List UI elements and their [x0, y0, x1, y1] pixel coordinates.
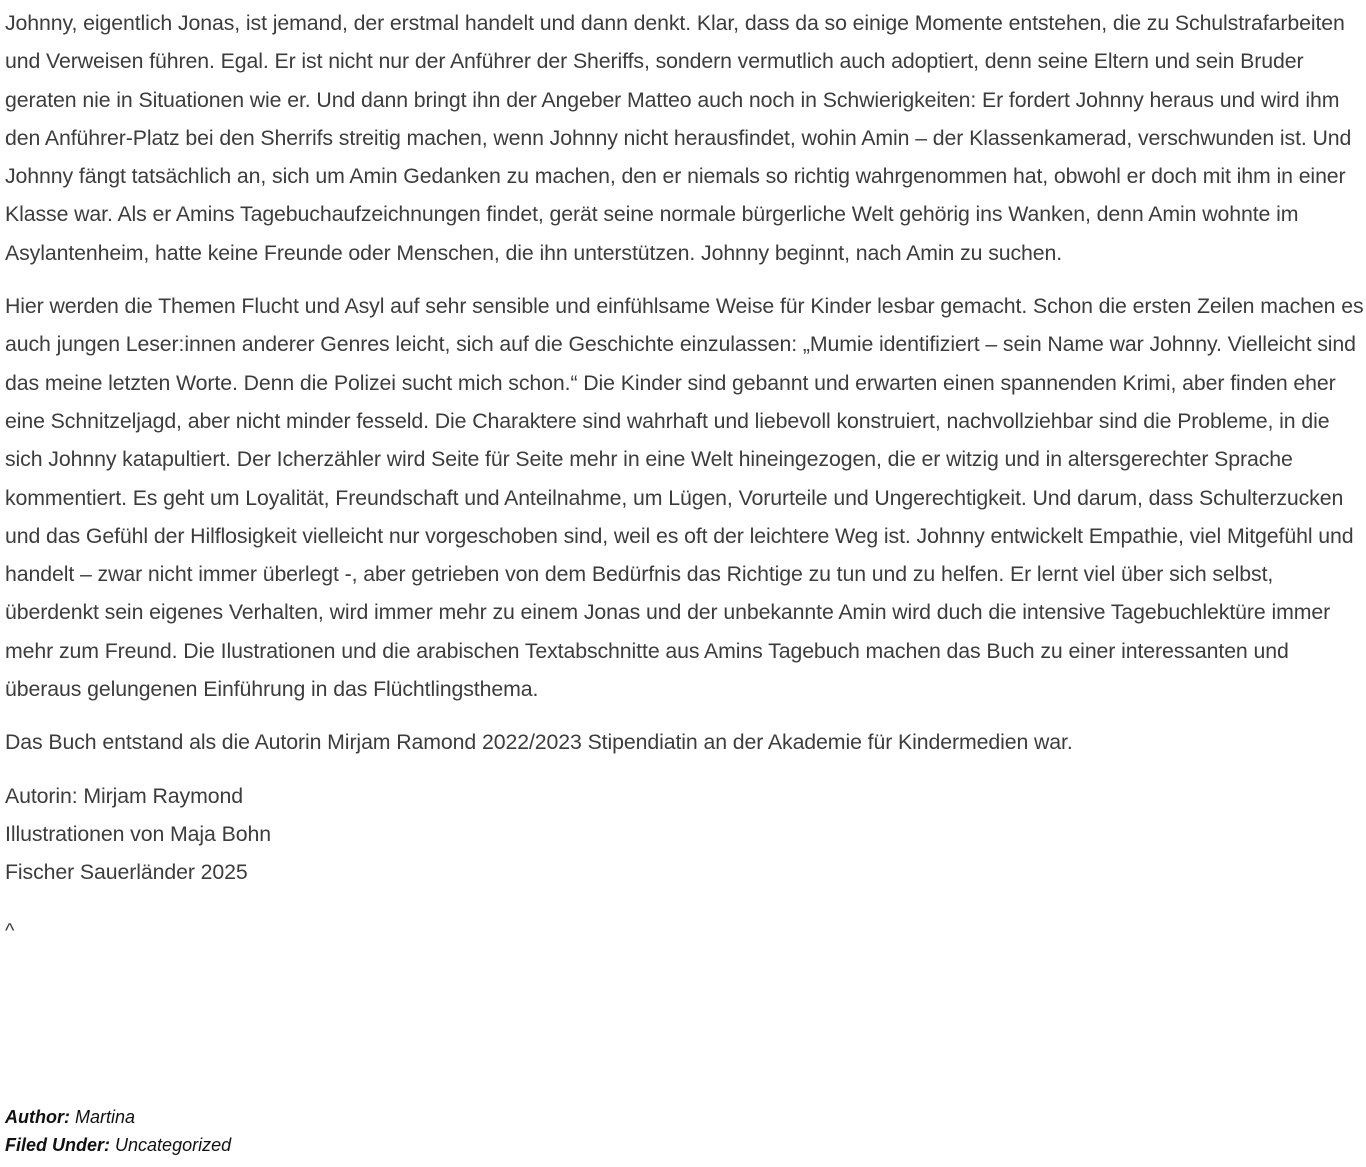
paragraph-review: Hier werden die Themen Flucht und Asyl auf sehr sensible und einfühlsame Weise für Kinder lesbar gemacht. Schon die ersten Zeilen machen es auch jungen Leser:innen anderer Genres leicht, sich auf die Geschichte einzulassen: „Mumie identifiziert – sein Name war Johnny. Vielleicht sind das meine letzten Worte. Denn die Polizei sucht mich schon.“ Die Kinder sind gebannt und erwarten einen spannenden Krimi, aber finden eher eine Schnitzeljagd, aber nicht minder fesseld. Die Charaktere sind wahrhaft und liebevoll konstruiert, nachvollziehbar sind die Probleme, in die sich Johnny katapultiert. Der Icherzähler wird Seite für Seite mehr in eine Welt hineingezogen, die er witzig und in altersgerechter Sprache kommentiert. Es geht um Loyalität, Freundschaft und Anteilnahme, um Lügen, Vorurteile und Ungerechtigkeit. Und darum, dass Schulterzucken und das Gefühl der Hilflosigkeit vielleicht nur vorgeschoben sind, weil es oft der leichtere Weg ist. Johnny entwickelt Empathie, viel Mitgefühl und handelt – zwar nicht immer überlegt -, aber getrieben von dem Bedürfnis das Richtige zu tun und zu helfen. Er lernt viel über sich selbst, überdenkt sein eigenes Verhalten, wird immer mehr zu einem Jonas und der unbekannte Amin wird duch die intensive Tagebuchlektüre immer mehr zum Freund. Die Ilustrationen und die arabischen Textabschnitte aus Amins Tagebuch machen das Buch zu einer interessanten und überaus gelungenen Einführung in das Flüchtlingsthema. [5, 294, 1364, 702]
credit-author: Autorin: Mirjam Raymond [5, 783, 243, 808]
post-category-label: Filed Under: [5, 1135, 111, 1155]
post-category-link[interactable]: Uncategorized [115, 1135, 232, 1155]
post-author-row [5, 1103, 231, 1131]
post-author-label: Author: [5, 1107, 70, 1127]
paragraph-summary: Johnny, eigentlich Jonas, ist jemand, der erstmal handelt und dann denkt. Klar, dass da so einige Momente entstehen, die zu Schulstrafarbeiten und Verweisen führen. Egal. Er ist nicht nur der Anführer der Sheriffs, sondern vermutlich auch adoptiert, denn seine Eltern und sein Bruder geraten nie in Situationen wie er. Und dann bringt ihn der Angeber Matteo auch noch in Schwierigkeiten: Er fordert Johnny heraus und wird ihm den Anführer-Platz bei den Sherrifs streitig machen, wenn Johnny nicht herausfindet, wohin Amin – der Klassenkamerad, verschwunden ist. Und Johnny fängt tatsächlich an, sich um Amin Gedanken zu machen, den er niemals so richtig wahrgenommen hat, obwohl er doch mit ihm in einer Klasse war. Als er Amins Tagebuchaufzeichnungen findet, gerät seine normale bürgerliche Welt gehörig ins Wanken, denn Amin wohnte im Asylantenheim, hatte keine Freunde oder Menschen, die ihn unterstützen. Johnny beginnt, nach Amin zu suchen. [5, 11, 1352, 265]
credit-publisher: Fischer Sauerländer 2025 [5, 860, 248, 885]
book-credits [5, 777, 1366, 892]
back-to-top-link[interactable]: ^ [5, 919, 15, 942]
paragraph-origin: Das Buch entstand als die Autorin Mirjam Ramond 2022/2023 Stipendiatin an der Akademie für Kindermedien war. [5, 730, 1073, 755]
credit-illustrator: Illustrationen von Maja Bohn [5, 821, 271, 846]
post-meta [5, 1103, 231, 1159]
post-category-row [5, 1131, 231, 1159]
article-body [5, 4, 1366, 950]
post-author-value: Martina [75, 1107, 136, 1127]
